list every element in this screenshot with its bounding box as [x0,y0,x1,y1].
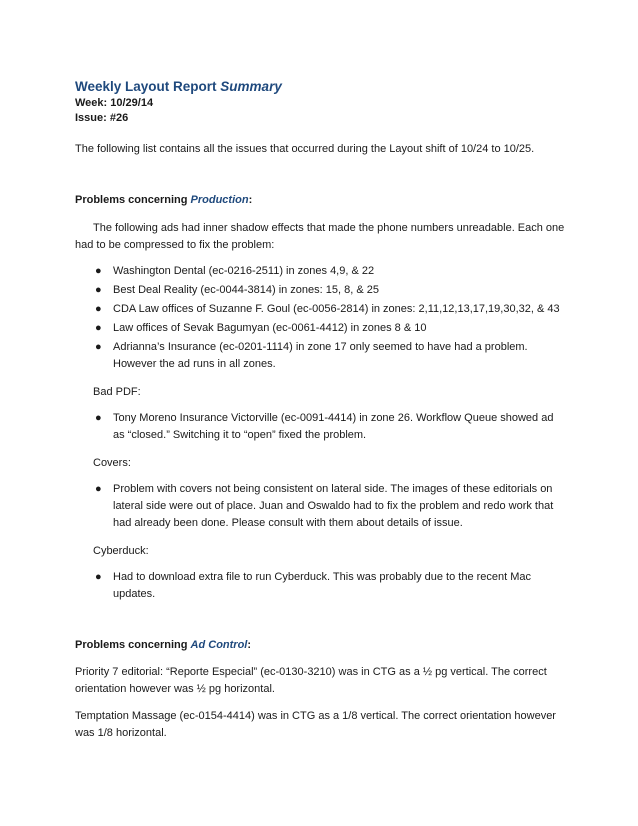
list-item: ● Adrianna’s Insurance (ec-0201-1114) in zone 17 only seemed to have had a problem. However the ad runs in all zones. [95,341,528,370]
bullet-icon: ● [95,265,102,277]
intro-paragraph: The following list contains all the issues that occurred during the Layout shift of 10/24 to 10/25. [75,143,535,155]
bullet-icon: ● [95,303,102,315]
list-item: ● Best Deal Reality (ec-0044-3814) in zones: 15, 8, & 25 [75,282,565,299]
production-heading: Problems concerning Production: [75,194,253,206]
week-line: Week: 10/29/14 [75,97,154,109]
bullet-icon: ● [95,284,102,296]
cyberduck-list [75,569,565,603]
bad-pdf-label: Bad PDF: [93,386,141,398]
cyberduck-label: Cyberduck: [93,545,149,557]
ad-control-paragraph-1: Priority 7 editorial: “Reporte Especial” (ec-0130-3210) was in CTG as a ½ pg vertical. The correct orientation however was ½ pg horizontal. [75,666,547,695]
bad-pdf-list [75,410,565,444]
list-item: ● Washington Dental (ec-0216-2511) in zones 4,9, & 22 [75,263,565,280]
report-title: Weekly Layout Report Summary [75,79,282,94]
production-heading-highlight: Production [190,194,249,206]
list-item: ● Had to download extra file to run Cyberduck. This was probably due to the recent Mac updates. [95,571,532,600]
bullet-icon: ● [95,571,102,583]
covers-list [75,481,565,532]
ad-control-paragraph-2: Temptation Massage (ec-0154-4414) was in CTG as a 1/8 vertical. The correct orientation however was 1/8 horizontal. [75,710,556,739]
bullet-icon: ● [95,483,102,495]
list-item: ● Law offices of Sevak Bagumyan (ec-0061-4412) in zones 8 & 10 [75,320,565,337]
production-list [75,263,565,373]
production-lead: The following ads had inner shadow effects that made the phone numbers unreadable. Each one had to be compressed to fix the problem: [75,222,565,251]
bullet-icon: ● [95,412,102,424]
report-title-emphasis: Summary [220,79,282,94]
issue-line: Issue: #26 [75,112,129,124]
document-body [75,78,565,742]
list-item: ● CDA Law offices of Suzanne F. Goul (ec-0056-2814) in zones: 2,11,12,13,17,19,30,32, & 43 [75,301,565,318]
ad-control-heading: Problems concerning Ad Control: [75,639,252,651]
ad-control-heading-highlight: Ad Control [190,639,248,651]
bullet-icon: ● [95,322,102,334]
bullet-icon: ● [95,341,102,353]
list-item: ● Problem with covers not being consistent on lateral side. The images of these editorials on lateral side were out of place. Juan and Oswaldo had to fix the problem and redo work that had already been done. Please consult with them about details of issue. [95,483,554,529]
list-item: ● Tony Moreno Insurance Victorville (ec-0091-4414) in zone 26. Workflow Queue showed ad as “closed.” Switching it to “open” fixed the problem. [95,412,554,441]
covers-label: Covers: [93,457,131,469]
